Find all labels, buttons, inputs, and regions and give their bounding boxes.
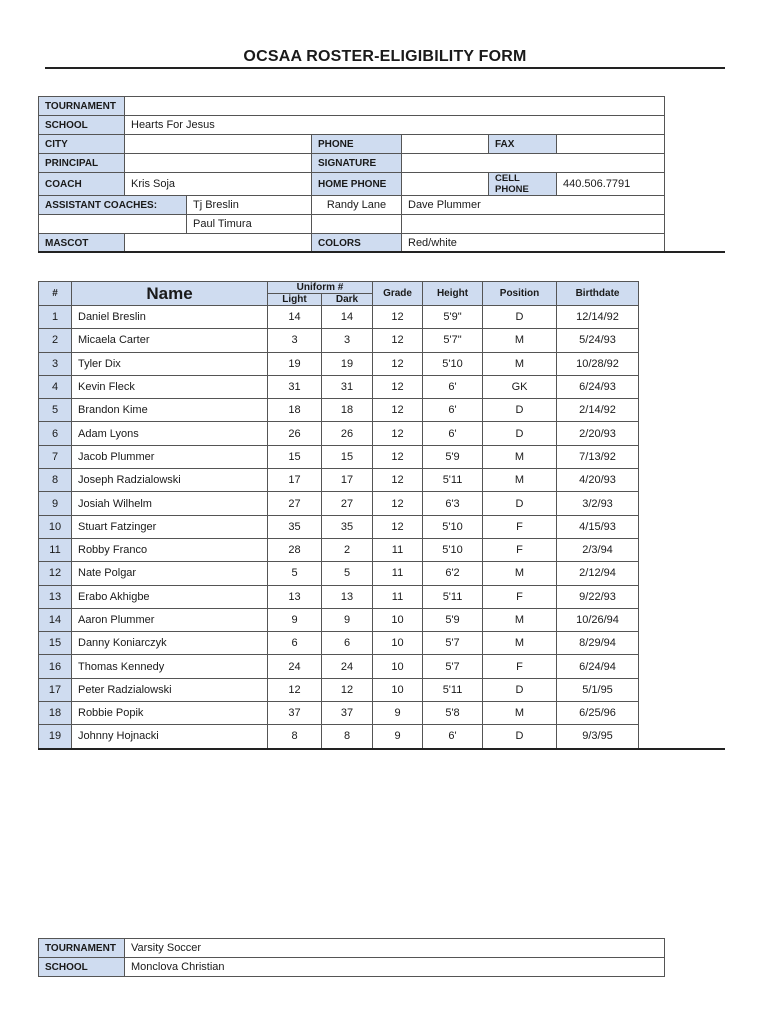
phone-label: PHONE xyxy=(312,135,402,154)
cell-birthdate[interactable]: 10/26/94 xyxy=(557,608,639,631)
cell-height[interactable]: 5'11 xyxy=(423,678,483,701)
tournament-label: TOURNAMENT xyxy=(39,97,125,116)
footer-tournament-field[interactable]: Varsity Soccer xyxy=(125,939,665,958)
assistant-coach-field[interactable]: Randy Lane xyxy=(312,196,402,215)
cell-grade[interactable]: 12 xyxy=(373,329,423,352)
cell-birthdate[interactable]: 4/15/93 xyxy=(557,515,639,538)
section-divider xyxy=(38,251,725,253)
cell-grade[interactable]: 10 xyxy=(373,632,423,655)
mascot-field[interactable] xyxy=(125,234,312,253)
table-row xyxy=(39,375,639,398)
cell-light[interactable]: 13 xyxy=(268,585,322,608)
table-row xyxy=(39,306,639,329)
cell-number: 9 xyxy=(39,492,72,515)
signature-label: SIGNATURE xyxy=(312,154,402,173)
table-row xyxy=(39,678,639,701)
cell-grade[interactable]: 11 xyxy=(373,585,423,608)
cell-position[interactable]: F xyxy=(483,655,557,678)
cell-dark[interactable]: 15 xyxy=(322,445,373,468)
cell-dark[interactable]: 31 xyxy=(322,375,373,398)
cell-name[interactable]: Micaela Carter xyxy=(72,329,268,352)
cell-dark[interactable]: 8 xyxy=(322,725,373,748)
cell-name[interactable]: Brandon Kime xyxy=(72,399,268,422)
cell-dark[interactable]: 27 xyxy=(322,492,373,515)
table-row xyxy=(39,655,639,678)
cell-number: 19 xyxy=(39,725,72,748)
cell-birthdate[interactable]: 7/13/92 xyxy=(557,445,639,468)
school-label: SCHOOL xyxy=(39,116,125,135)
assistant-coach-field-empty[interactable] xyxy=(402,215,665,234)
cell-height[interactable]: 5'7 xyxy=(423,655,483,678)
cell-name[interactable]: Thomas Kennedy xyxy=(72,655,268,678)
cell-dark[interactable]: 19 xyxy=(322,352,373,375)
cell-name[interactable]: Josiah Wilhelm xyxy=(72,492,268,515)
cell-number: 8 xyxy=(39,469,72,492)
assistant-coach-field-empty[interactable] xyxy=(312,215,402,234)
cell-light[interactable]: 6 xyxy=(268,632,322,655)
cell-position[interactable]: F xyxy=(483,585,557,608)
cell-name[interactable]: Nate Polgar xyxy=(72,562,268,585)
cell-grade[interactable]: 12 xyxy=(373,422,423,445)
coach-field[interactable]: Kris Soja xyxy=(125,173,312,196)
home-phone-label: HOME PHONE xyxy=(312,173,402,196)
cell-number: 2 xyxy=(39,329,72,352)
assistant-coach-field[interactable]: Dave Plummer xyxy=(402,196,665,215)
cell-name[interactable]: Robby Franco xyxy=(72,538,268,561)
cell-position[interactable]: F xyxy=(483,538,557,561)
cell-height[interactable]: 5'7 xyxy=(423,632,483,655)
cell-name[interactable]: Aaron Plummer xyxy=(72,608,268,631)
cell-position[interactable]: M xyxy=(483,608,557,631)
cell-height[interactable]: 6' xyxy=(423,399,483,422)
assistant-coach-field[interactable]: Tj Breslin xyxy=(187,196,312,215)
cell-number: 7 xyxy=(39,445,72,468)
cell-height[interactable]: 5'11 xyxy=(423,585,483,608)
cell-name[interactable]: Danny Koniarczyk xyxy=(72,632,268,655)
title-divider xyxy=(45,67,725,69)
cell-height[interactable]: 5'7" xyxy=(423,329,483,352)
cell-birthdate[interactable]: 6/24/94 xyxy=(557,655,639,678)
cell-grade[interactable]: 10 xyxy=(373,678,423,701)
cell-grade[interactable]: 12 xyxy=(373,375,423,398)
cell-position[interactable]: D xyxy=(483,306,557,329)
assistant-coach-field[interactable]: Paul Timura xyxy=(187,215,312,234)
table-row xyxy=(39,538,639,561)
table-row xyxy=(39,702,639,725)
cell-birthdate[interactable]: 5/24/93 xyxy=(557,329,639,352)
cell-number: 13 xyxy=(39,585,72,608)
cell-light[interactable]: 37 xyxy=(268,702,322,725)
cell-number: 12 xyxy=(39,562,72,585)
cell-birthdate[interactable]: 6/25/96 xyxy=(557,702,639,725)
cell-light[interactable]: 12 xyxy=(268,678,322,701)
cell-light[interactable]: 35 xyxy=(268,515,322,538)
cell-light[interactable]: 15 xyxy=(268,445,322,468)
cell-name[interactable]: Erabo Akhigbe xyxy=(72,585,268,608)
cell-position[interactable]: M xyxy=(483,562,557,585)
cell-number: 14 xyxy=(39,608,72,631)
cell-light[interactable]: 24 xyxy=(268,655,322,678)
cell-birthdate[interactable]: 2/3/94 xyxy=(557,538,639,561)
cell-number: 6 xyxy=(39,422,72,445)
table-row xyxy=(39,352,639,375)
col-position: Position xyxy=(483,282,557,306)
cell-dark[interactable]: 14 xyxy=(322,306,373,329)
fax-field[interactable] xyxy=(557,135,665,154)
cell-name[interactable]: Adam Lyons xyxy=(72,422,268,445)
cell-grade[interactable]: 10 xyxy=(373,655,423,678)
phone-field[interactable] xyxy=(402,135,489,154)
cell-position[interactable]: M xyxy=(483,632,557,655)
city-field[interactable] xyxy=(125,135,312,154)
cell-light[interactable]: 17 xyxy=(268,469,322,492)
cell-birthdate[interactable]: 12/14/92 xyxy=(557,306,639,329)
cell-height[interactable]: 5'10 xyxy=(423,515,483,538)
cell-name[interactable]: Tyler Dix xyxy=(72,352,268,375)
cell-height[interactable]: 6' xyxy=(423,375,483,398)
col-grade: Grade xyxy=(373,282,423,306)
cell-light[interactable]: 28 xyxy=(268,538,322,561)
cell-birthdate[interactable]: 4/20/93 xyxy=(557,469,639,492)
cell-light[interactable]: 19 xyxy=(268,352,322,375)
cell-number: 18 xyxy=(39,702,72,725)
cell-grade[interactable]: 12 xyxy=(373,306,423,329)
cell-number: 5 xyxy=(39,399,72,422)
cell-light[interactable]: 26 xyxy=(268,422,322,445)
cell-light[interactable]: 31 xyxy=(268,375,322,398)
col-dark: Dark xyxy=(322,294,373,306)
cell-position[interactable]: M xyxy=(483,329,557,352)
table-row xyxy=(39,562,639,585)
school-field[interactable]: Hearts For Jesus xyxy=(125,116,665,135)
colors-label: COLORS xyxy=(312,234,402,253)
cell-number: 17 xyxy=(39,678,72,701)
cell-dark[interactable]: 13 xyxy=(322,585,373,608)
home-phone-field[interactable] xyxy=(402,173,489,196)
cell-position[interactable]: GK xyxy=(483,375,557,398)
cell-dark[interactable]: 18 xyxy=(322,399,373,422)
cell-number: 15 xyxy=(39,632,72,655)
table-row xyxy=(39,725,639,748)
form-title: OCSAA ROSTER-ELIGIBILITY FORM xyxy=(243,48,527,65)
footer-info-section xyxy=(38,938,664,977)
cell-dark[interactable]: 12 xyxy=(322,678,373,701)
cell-grade[interactable]: 12 xyxy=(373,492,423,515)
cell-grade[interactable]: 12 xyxy=(373,469,423,492)
cell-name[interactable]: Daniel Breslin xyxy=(72,306,268,329)
cell-dark[interactable]: 35 xyxy=(322,515,373,538)
footer-school-field[interactable]: Monclova Christian xyxy=(125,958,665,977)
cell-height[interactable]: 5'10 xyxy=(423,538,483,561)
assistant-coaches-label: ASSISTANT COACHES: xyxy=(39,196,187,215)
assistant-coaches-label-blank xyxy=(39,215,187,234)
cell-light[interactable]: 18 xyxy=(268,399,322,422)
cell-light[interactable]: 27 xyxy=(268,492,322,515)
cell-number: 1 xyxy=(39,306,72,329)
cell-position[interactable]: M xyxy=(483,352,557,375)
cell-name[interactable]: Peter Radzialowski xyxy=(72,678,268,701)
cell-birthdate[interactable]: 6/24/93 xyxy=(557,375,639,398)
cell-position[interactable]: D xyxy=(483,492,557,515)
cell-height[interactable]: 5'9" xyxy=(423,306,483,329)
cell-grade[interactable]: 11 xyxy=(373,562,423,585)
city-label: CITY xyxy=(39,135,125,154)
cell-dark[interactable]: 6 xyxy=(322,632,373,655)
table-row xyxy=(39,492,639,515)
cell-number: 3 xyxy=(39,352,72,375)
cell-dark[interactable]: 17 xyxy=(322,469,373,492)
cell-name[interactable]: Joseph Radzialowski xyxy=(72,469,268,492)
cell-light[interactable]: 14 xyxy=(268,306,322,329)
cell-number: 10 xyxy=(39,515,72,538)
table-row xyxy=(39,469,639,492)
cell-name[interactable]: Kevin Fleck xyxy=(72,375,268,398)
table-row xyxy=(39,329,639,352)
table-row xyxy=(39,515,639,538)
col-number: # xyxy=(39,282,72,306)
cell-name[interactable]: Jacob Plummer xyxy=(72,445,268,468)
cell-name[interactable]: Stuart Fatzinger xyxy=(72,515,268,538)
cell-dark[interactable]: 37 xyxy=(322,702,373,725)
cell-light[interactable]: 8 xyxy=(268,725,322,748)
footer-tournament-label: TOURNAMENT xyxy=(39,939,125,958)
cell-height[interactable]: 5'8 xyxy=(423,702,483,725)
cell-grade[interactable]: 12 xyxy=(373,515,423,538)
cell-number: 16 xyxy=(39,655,72,678)
cell-position[interactable]: M xyxy=(483,469,557,492)
cell-light[interactable]: 5 xyxy=(268,562,322,585)
table-row xyxy=(39,585,639,608)
cell-grade[interactable]: 9 xyxy=(373,702,423,725)
col-light: Light xyxy=(268,294,322,306)
cell-height[interactable]: 5'9 xyxy=(423,608,483,631)
cell-dark[interactable]: 2 xyxy=(322,538,373,561)
cell-position[interactable]: D xyxy=(483,678,557,701)
mascot-label: MASCOT xyxy=(39,234,125,253)
cell-phone-field[interactable]: 440.506.7791 xyxy=(557,173,665,196)
cell-birthdate[interactable]: 2/12/94 xyxy=(557,562,639,585)
section-divider xyxy=(38,748,725,750)
roster-table xyxy=(38,281,638,749)
cell-grade[interactable]: 10 xyxy=(373,608,423,631)
cell-grade[interactable]: 12 xyxy=(373,399,423,422)
cell-height[interactable]: 6' xyxy=(423,725,483,748)
cell-height[interactable]: 5'9 xyxy=(423,445,483,468)
cell-phone-label: CELL PHONE xyxy=(489,173,557,196)
cell-grade[interactable]: 11 xyxy=(373,538,423,561)
cell-name[interactable]: Johnny Hojnacki xyxy=(72,725,268,748)
cell-position[interactable]: M xyxy=(483,702,557,725)
cell-birthdate[interactable]: 3/2/93 xyxy=(557,492,639,515)
signature-field[interactable] xyxy=(402,154,665,173)
cell-position[interactable]: M xyxy=(483,445,557,468)
footer-school-label: SCHOOL xyxy=(39,958,125,977)
cell-birthdate[interactable]: 8/29/94 xyxy=(557,632,639,655)
col-uniform: Uniform # xyxy=(268,282,373,294)
cell-dark[interactable]: 3 xyxy=(322,329,373,352)
school-info-section xyxy=(38,96,664,253)
cell-height[interactable]: 6' xyxy=(423,422,483,445)
cell-height[interactable]: 5'11 xyxy=(423,469,483,492)
cell-birthdate[interactable]: 9/3/95 xyxy=(557,725,639,748)
cell-grade[interactable]: 12 xyxy=(373,445,423,468)
cell-name[interactable]: Robbie Popik xyxy=(72,702,268,725)
table-row xyxy=(39,632,639,655)
cell-grade[interactable]: 9 xyxy=(373,725,423,748)
fax-label: FAX xyxy=(489,135,557,154)
cell-height[interactable]: 6'2 xyxy=(423,562,483,585)
cell-birthdate[interactable]: 2/14/92 xyxy=(557,399,639,422)
colors-field[interactable]: Red/white xyxy=(402,234,665,253)
table-row xyxy=(39,399,639,422)
col-height: Height xyxy=(423,282,483,306)
cell-position[interactable]: D xyxy=(483,399,557,422)
cell-birthdate[interactable]: 5/1/95 xyxy=(557,678,639,701)
cell-birthdate[interactable]: 9/22/93 xyxy=(557,585,639,608)
principal-field[interactable] xyxy=(125,154,312,173)
tournament-field[interactable] xyxy=(125,97,665,116)
cell-height[interactable]: 6'3 xyxy=(423,492,483,515)
cell-light[interactable]: 3 xyxy=(268,329,322,352)
table-row xyxy=(39,422,639,445)
cell-height[interactable]: 5'10 xyxy=(423,352,483,375)
principal-label: PRINCIPAL xyxy=(39,154,125,173)
table-row xyxy=(39,608,639,631)
cell-number: 4 xyxy=(39,375,72,398)
cell-birthdate[interactable]: 2/20/93 xyxy=(557,422,639,445)
col-birthdate: Birthdate xyxy=(557,282,639,306)
cell-dark[interactable]: 5 xyxy=(322,562,373,585)
cell-position[interactable]: D xyxy=(483,725,557,748)
coach-label: COACH xyxy=(39,173,125,196)
cell-position[interactable]: D xyxy=(483,422,557,445)
cell-dark[interactable]: 24 xyxy=(322,655,373,678)
cell-position[interactable]: F xyxy=(483,515,557,538)
cell-dark[interactable]: 9 xyxy=(322,608,373,631)
cell-number: 11 xyxy=(39,538,72,561)
cell-grade[interactable]: 12 xyxy=(373,352,423,375)
table-row xyxy=(39,445,639,468)
col-name: Name xyxy=(72,282,268,306)
cell-dark[interactable]: 26 xyxy=(322,422,373,445)
cell-light[interactable]: 9 xyxy=(268,608,322,631)
cell-birthdate[interactable]: 10/28/92 xyxy=(557,352,639,375)
